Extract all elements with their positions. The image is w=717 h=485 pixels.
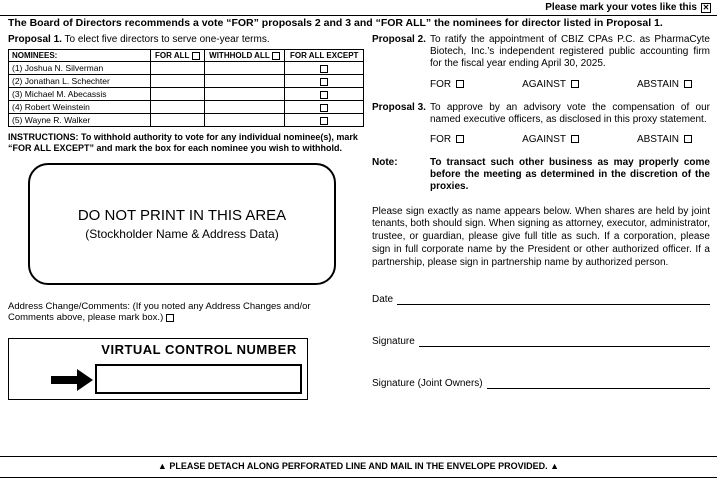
nominee-number: (1) <box>12 63 23 73</box>
proposal1-heading <box>8 34 364 45</box>
signing-instructions: Please sign exactly as name appears below. When shares are held by joint tenants, both should sign. When signing as attorney, executor, administrator, trustee, or guardian, please give full title as such. If a corporation, please sign in full corporate name by the President or other authorized officer. If a partnership, please sign in partnership name by authorized person. <box>372 205 710 268</box>
proposal2-block <box>372 34 710 71</box>
for-all-except-label: FOR ALL EXCEPT <box>289 51 359 60</box>
nominee-name: Wayne R. Walker <box>24 115 91 125</box>
withhold-all-label: WITHHOLD ALL <box>209 51 270 60</box>
nominee-number: (3) <box>12 89 23 99</box>
detach-instruction: ▲ PLEASE DETACH ALONG PERFORATED LINE AND MAIL IN THE ENVELOPE PROVIDED. ▲ <box>157 461 560 471</box>
do-not-print-title: DO NOT PRINT IN THIS AREA <box>77 206 287 224</box>
proposal3-text: To approve by an advisory vote the compensation of our named executive officers, as disclosed in this proxy statement. <box>430 101 710 125</box>
for-label: FOR <box>430 133 452 145</box>
proposal3-against-option <box>522 134 579 145</box>
note-block <box>372 157 710 194</box>
date-label: Date <box>372 294 394 306</box>
col-header-withhold-all <box>204 50 285 62</box>
against-label: AGAINST <box>522 78 566 90</box>
signature-input-line[interactable] <box>419 335 710 347</box>
joint-signature-input-line[interactable] <box>487 377 710 389</box>
nominee-row <box>9 62 364 75</box>
proposal2-against-option <box>522 79 579 90</box>
address-change-section <box>8 301 328 325</box>
for-all-cell <box>151 88 205 101</box>
instructions-label: INSTRUCTIONS: <box>8 132 79 142</box>
nominee-name: Jonathan L. Schechter <box>24 76 110 86</box>
note-label: Note: <box>372 156 398 168</box>
proposal3-abstain-checkbox[interactable] <box>684 135 692 143</box>
nominee-number: (5) <box>12 115 23 125</box>
proposal2-options <box>430 79 692 90</box>
proposal2-against-checkbox[interactable] <box>571 80 579 88</box>
nominee-row <box>9 88 364 101</box>
except-cell <box>285 75 364 88</box>
withhold-all-cell <box>204 62 285 75</box>
mark-votes-text: Please mark your votes like this <box>545 2 697 13</box>
perforation-line-top <box>0 456 717 457</box>
proposal1-text: To elect five directors to serve one-year terms. <box>64 34 270 45</box>
proposal2-for-checkbox[interactable] <box>456 80 464 88</box>
joint-signature-label: Signature (Joint Owners) <box>372 378 483 390</box>
mark-votes-instruction <box>545 2 711 13</box>
proposal3-abstain-option <box>637 134 692 145</box>
withhold-all-checkbox[interactable] <box>272 52 280 60</box>
for-all-label: FOR ALL <box>155 51 190 60</box>
nominee-name-cell <box>9 88 151 101</box>
perforation-line-bottom <box>0 477 717 478</box>
col-header-for-all-except <box>285 50 364 62</box>
nominee-name-cell <box>9 101 151 114</box>
for-all-cell <box>151 114 205 127</box>
signature-field <box>372 335 710 347</box>
nominee-name-cell <box>9 62 151 75</box>
nominee-name-cell <box>9 114 151 127</box>
nominee-3-except-checkbox[interactable] <box>320 91 328 99</box>
proposal3-against-checkbox[interactable] <box>571 135 579 143</box>
nominee-name: Joshua N. Silverman <box>24 63 104 73</box>
arrow-right-icon <box>51 369 93 391</box>
proposal2-label: Proposal 2. <box>372 34 426 45</box>
stockholder-data-label: (Stockholder Name & Address Data) <box>85 226 279 241</box>
col-header-nominees <box>9 50 151 62</box>
instructions-text: To withhold authority to vote for any individual nominee(s), mark “FOR ALL EXCEPT” and mark the box for each nominee you wish to withhold. <box>8 132 358 153</box>
for-label: FOR <box>430 78 452 90</box>
top-divider <box>0 15 717 16</box>
nominee-number: (4) <box>12 102 23 112</box>
proposal3-for-option <box>430 134 464 145</box>
withhold-all-cell <box>204 101 285 114</box>
signature-label: Signature <box>372 336 415 348</box>
date-field <box>372 293 710 305</box>
nominee-number: (2) <box>12 76 23 86</box>
withhold-all-cell <box>204 75 285 88</box>
left-column <box>8 34 364 400</box>
proposal2-text: To ratify the appointment of CBIZ CPAs P.C. as PharmaCyte Biotech, Inc.’s independent registered public accounting firm for the fiscal year ending April 30, 2025. <box>430 34 710 70</box>
nominee-name: Robert Weinstein <box>24 102 90 112</box>
date-input-line[interactable] <box>397 293 710 305</box>
note-text: To transact such other business as may properly come before the meeting as determined in the discretion of the proxies. <box>430 156 710 193</box>
proposal3-options <box>430 134 692 145</box>
except-cell <box>285 101 364 114</box>
except-cell <box>285 62 364 75</box>
arrow-shaft <box>51 376 77 384</box>
nominees-header-label: NOMINEES: <box>12 51 58 60</box>
except-cell <box>285 114 364 127</box>
nominee-name-cell <box>9 75 151 88</box>
arrow-head <box>77 369 93 391</box>
nominee-row <box>9 114 364 127</box>
proposal2-abstain-checkbox[interactable] <box>684 80 692 88</box>
against-label: AGAINST <box>522 133 566 145</box>
except-cell <box>285 88 364 101</box>
col-header-for-all <box>151 50 205 62</box>
joint-signature-field <box>372 377 710 389</box>
withhold-instructions <box>8 132 364 154</box>
virtual-control-number-title: VIRTUAL CONTROL NUMBER <box>101 342 297 358</box>
proposal3-block <box>372 102 710 126</box>
nominees-table <box>8 49 364 127</box>
nominee-1-except-checkbox[interactable] <box>320 65 328 73</box>
do-not-print-area <box>28 163 336 285</box>
control-number-input[interactable] <box>95 364 302 394</box>
for-all-checkbox[interactable] <box>192 52 200 60</box>
nominee-row <box>9 101 364 114</box>
proposal1-label: Proposal 1. <box>8 34 62 45</box>
board-recommendation-header: The Board of Directors recommends a vote “FOR” proposals 2 and 3 and “FOR ALL” the nominees for director listed in Proposal 1. <box>8 17 663 29</box>
for-all-cell <box>151 75 205 88</box>
right-column <box>372 34 710 389</box>
nominee-5-except-checkbox[interactable] <box>320 117 328 125</box>
withhold-all-cell <box>204 88 285 101</box>
nominees-header-row <box>9 50 364 62</box>
address-change-text: Address Change/Comments: (If you noted any Address Changes and/or Comments above, please mark box.) <box>8 300 311 324</box>
abstain-label: ABSTAIN <box>636 133 679 145</box>
address-change-checkbox[interactable] <box>166 314 174 322</box>
for-all-cell <box>151 62 205 75</box>
proposal3-label: Proposal 3. <box>372 101 426 113</box>
proposal2-abstain-option <box>637 79 692 90</box>
proposal2-for-option <box>430 79 464 90</box>
proposal3-for-checkbox[interactable] <box>456 135 464 143</box>
for-all-cell <box>151 101 205 114</box>
abstain-label: ABSTAIN <box>636 78 679 90</box>
nominee-name: Michael M. Abecassis <box>24 89 107 99</box>
marked-checkbox-example-icon: ✕ <box>702 2 710 12</box>
nominee-2-except-checkbox[interactable] <box>320 78 328 86</box>
virtual-control-number-box <box>8 338 308 400</box>
nominee-4-except-checkbox[interactable] <box>320 104 328 112</box>
nominee-row <box>9 75 364 88</box>
withhold-all-cell <box>204 114 285 127</box>
